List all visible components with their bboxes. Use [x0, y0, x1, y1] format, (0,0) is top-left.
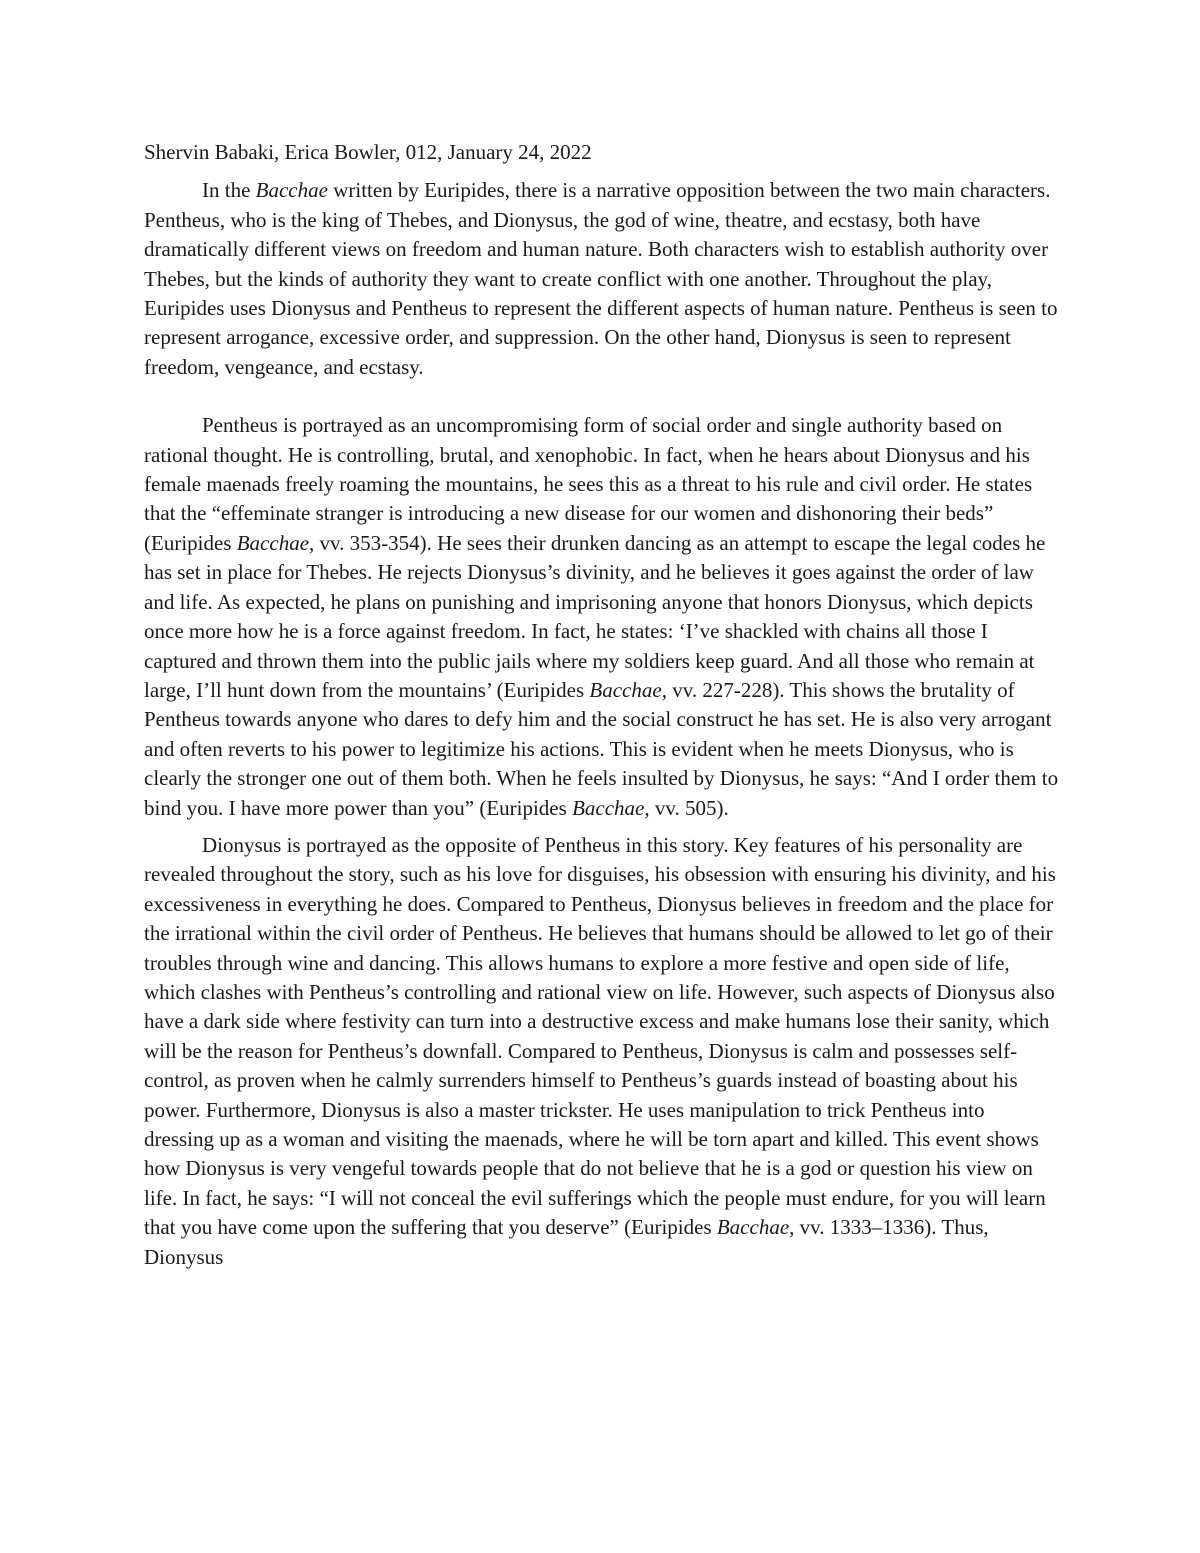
- text-segment: Dionysus is portrayed as the opposite of Pentheus in this story. Key features of his personality are revealed throughout the story, such as his love for disguises, his obsession with ensuring his divinity, and his excessiveness in everything he does. Compared to Pentheus, Dionysus believes in freedom and the place for the irrational within the civil order of Pentheus. He believes that humans should be allowed to let go of their troubles through wine and dancing. This allows humans to explore a more festive and open side of life, which clashes with Pentheus’s controlling and rational view on life. However, such aspects of Dionysus also have a dark side where festivity can turn into a destructive excess and make humans lose their sanity, which will be the reason for Pentheus’s downfall. Compared to Pentheus, Dionysus is calm and possesses self-control, as proven when he calmly surrenders himself to Pentheus’s guards instead of boasting about his power. Furthermore, Dionysus is also a master trickster. He uses manipulation to trick Pentheus into dressing up as a woman and visiting the maenads, where he will be torn apart and killed. This event shows how Dionysus is very vengeful towards people that do not believe that he is a god or question his view on life. In fact, he says: “I will not conceal the evil sufferings which the people must endure, for you will learn that you have come upon the suffering that you deserve” (Euripides: [144, 832, 1056, 1240]
- italic-title-bacchae: Bacchae: [236, 530, 310, 555]
- text-segment: , vv. 1333–1336). Thus, Dionysus: [144, 1215, 989, 1269]
- text-segment: In the: [202, 178, 256, 203]
- text-segment: , vv. 353-354). He sees their drunken dancing as an attempt to escape the legal codes he has set in place for Thebes. He rejects Dionysus’s divinity, and he believes it goes against the order of law and life. As expected, he plans on punishing and imprisoning anyone that honors Dionysus, which depicts once more how he is a force against freedom. In fact, he states: ‘I’ve shackled with chains all those I captured and thrown them into the public jails where my soldiers keep guard. And all those who remain at large, I’ll hunt down from the mountains’ (Euripides: [144, 530, 1046, 702]
- text-segment: Pentheus is portrayed as an uncompromising form of social order and single authority based on rational thought. He is controlling, brutal, and xenophobic. In fact, when he hears about Dionysus and his female maenads freely roaming the mountains, he sees this as a threat to his rule and civil order. He states that the “effeminate stranger is introducing a new disease for our women and dishonoring their beds” (Euripides: [144, 413, 1033, 555]
- paragraph-intro: [144, 176, 1059, 382]
- italic-title-bacchae: Bacchae: [572, 795, 645, 820]
- italic-title-bacchae: Bacchae: [589, 677, 662, 702]
- paragraph-pentheus: [144, 411, 1059, 823]
- paragraph-dionysus: [144, 831, 1059, 1272]
- italic-title-bacchae: Bacchae: [716, 1215, 790, 1240]
- text-segment: , vv. 505).: [644, 795, 729, 820]
- document-page: [144, 138, 1059, 1272]
- italic-title-bacchae: Bacchae: [255, 178, 328, 203]
- text-segment: written by Euripides, there is a narrative opposition between the two main characters. Pentheus, who is the king of Thebes, and Dionysus, the god of wine, theatre, and ecstasy, both have dramatically different views on freedom and human nature. Both characters wish to establish authority over Thebes, but the kinds of authority they want to create conflict with one another. Throughout the play, Euripides uses Dionysus and Pentheus to represent the different aspects of human nature. Pentheus is seen to represent arrogance, excessive order, and suppression. On the other hand, Dionysus is seen to represent freedom, vengeance, and ecstasy.: [144, 178, 1058, 379]
- text-segment: , vv. 227-228). This shows the brutality of Pentheus towards anyone who dares to defy him and the social construct he has set. He is also very arrogant and often reverts to his power to legitimize his actions. This is evident when he meets Dionysus, who is clearly the stronger one out of them both. When he feels insulted by Dionysus, he says: “And I order them to bind you. I have more power than you” (Euripides: [144, 677, 1059, 820]
- author-header: Shervin Babaki, Erica Bowler, 012, January 24, 2022: [144, 140, 592, 164]
